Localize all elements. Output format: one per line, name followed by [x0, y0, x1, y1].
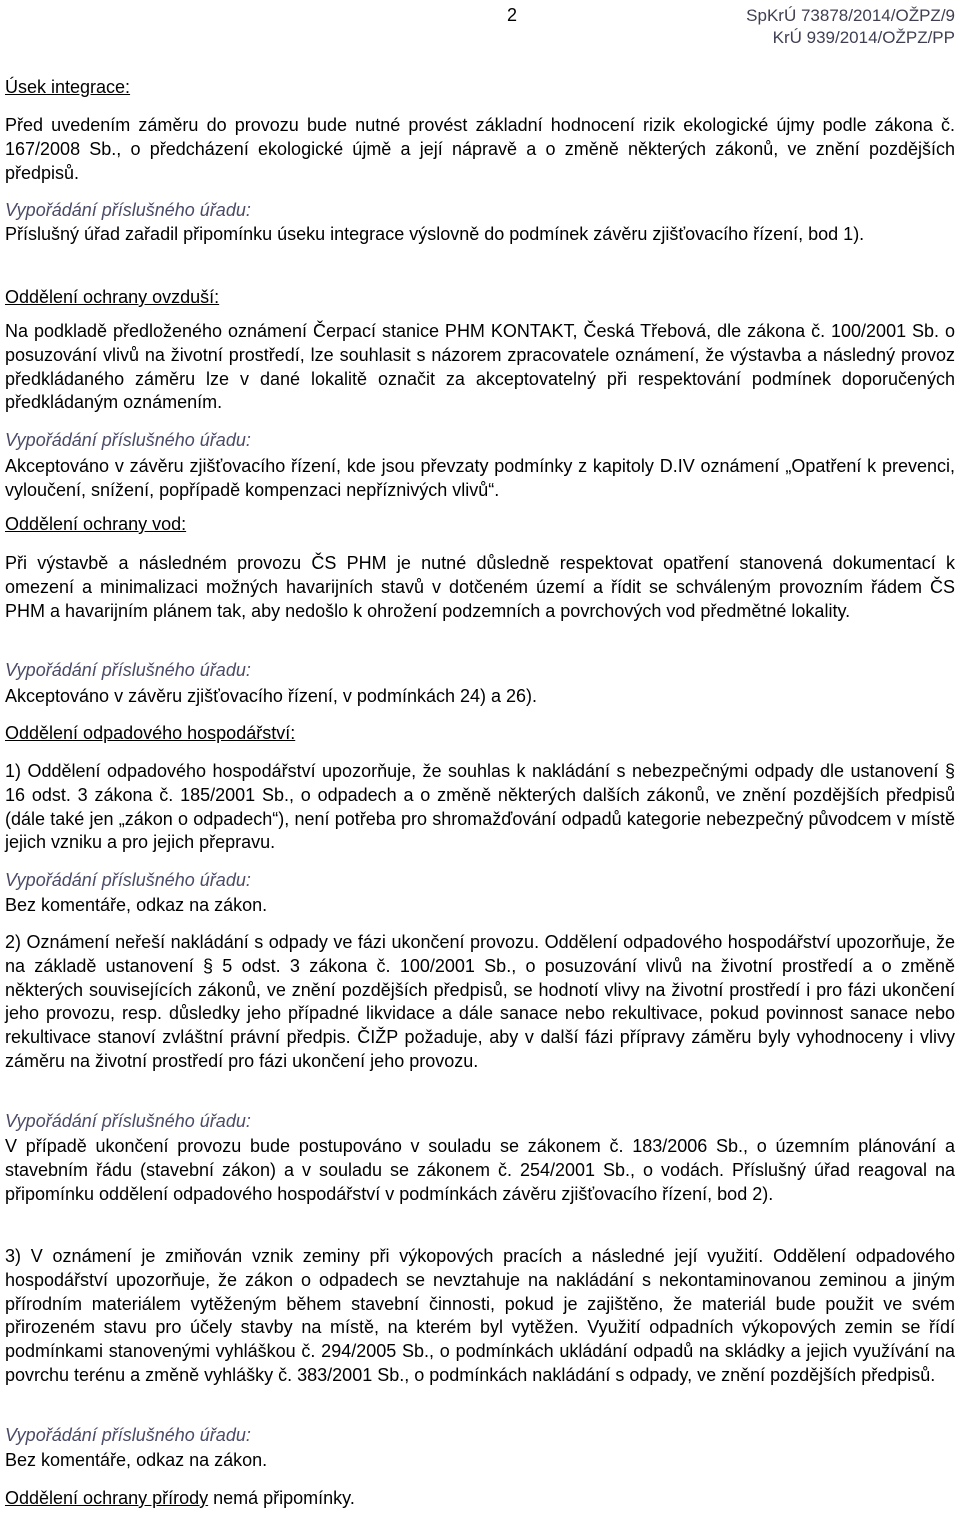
- nature-line: [5, 1487, 955, 1511]
- reference-line-2: KrÚ 939/2014/OŽPZ/PP: [772, 28, 955, 47]
- air-response-label: Vypořádání příslušného úřadu:: [5, 430, 251, 450]
- waste-item-3-response-label: Vypořádání příslušného úřadu:: [5, 1425, 251, 1445]
- section-heading-waste: Oddělení odpadového hospodářství:: [5, 723, 296, 743]
- reference-line-1: SpKrÚ 73878/2014/OŽPZ/9: [746, 6, 955, 25]
- water-text: Při výstavbě a následném provozu ČS PHM je nutné důsledně respektovat opatření stanovená dokumentací k omezení a minimalizaci možných havarijních stavů v dotčeném území a řídit se schváleným provozním řádem ČS PHM a havarijním plánem tak, aby nedošlo k ohrožení podzemních a povrchových vod předmětné lokality.: [5, 553, 955, 621]
- waste-item-1-response: Bez komentáře, odkaz na zákon.: [5, 895, 268, 915]
- waste-item-2-response-label: Vypořádání příslušného úřadu:: [5, 1111, 251, 1131]
- waste-item-2: 2) Oznámení neřeší nakládání s odpady ve fázi ukončení provozu. Oddělení odpadového hospodářství upozorňuje, že na základě ustanovení § 5 odst. 3 zákona č. 100/2001 Sb., o posuzování vlivů na životní prostředí a o změně některých souvisejících zákonů, ve znění pozdějších předpisů, se hodnotí vlivy na životní prostředí i pro fázi ukončení jeho provozu, resp. důsledky jeho případné likvidace a dále sanace nebo rekultivace, pokud povinnost sanace nebo rekultivace stanoví zvláštní právní předpis. ČIŽP požaduje, aby v další fázi přípravy záměru byly vyhodnoceny i vlivy záměru na životní prostředí pro fázi ukončení jeho provozu.: [5, 932, 955, 1071]
- nature-text: nemá připomínky.: [208, 1488, 355, 1508]
- page-number: 2: [507, 5, 518, 25]
- air-response: Akceptováno v závěru zjišťovacího řízení, kde jsou převzaty podmínky z kapitoly D.IV oznámení „Opatření k prevenci, vyloučení, snížení, popřípadě kompenzaci nepříznivých vlivů“.: [5, 456, 955, 500]
- air-text: Na podkladě předloženého oznámení Čerpací stanice PHM KONTAKT, Česká Třebová, dle zákona č. 100/2001 Sb. o posuzování vlivů na životní prostředí, lze souhlasit s názorem zpracovatele oznámení, že výstavba a následný provoz předkládaného záměru lze v dané lokalitě označit za akceptovatelný při respektování podmínek doporučených předkládaným oznámením.: [5, 321, 955, 413]
- integration-response-label: Vypořádání příslušného úřadu:: [5, 200, 251, 220]
- reference-numbers: [746, 5, 955, 49]
- document-page: [5, 0, 955, 1508]
- waste-item-1-response-label: Vypořádání příslušného úřadu:: [5, 870, 251, 890]
- water-response: Akceptováno v závěru zjišťovacího řízení, v podmínkách 24) a 26).: [5, 686, 538, 706]
- integration-text: Před uvedením záměru do provozu bude nutné provést základní hodnocení rizik ekologické újmy podle zákona č. 167/2008 Sb., o předcházení ekologické újmě a její nápravě a o změně některých zákonů, ve znění pozdějších předpisů.: [5, 115, 955, 183]
- page-header: [5, 0, 955, 56]
- section-heading-air: Oddělení ochrany ovzduší:: [5, 287, 220, 307]
- waste-item-3: 3) V oznámení je zmiňován vznik zeminy při výkopových pracích a následné její využití. Oddělení odpadového hospodářství upozorňuje, že zákon o odpadech se nevztahuje na nakládání s nekontaminovanou zeminou a jiným přírodním materiálem vytěženým během stavební činnosti, pokud je zajištěno, že materiál bude použit ve svém přirozeném stavu pro účely stavby na místě, na kterém byl vytěžen. Využití odpadních výkopových zemin se řídí podmínkami stanovenými vyhláškou č. 294/2005 Sb., o podmínkách ukládání odpadů na skládky a jejich využívání na povrchu terénu a změně vyhlášky č. 383/2001 Sb., o podmínkách nakládání s odpady, ve znění pozdějších předpisů.: [5, 1246, 955, 1385]
- section-heading-water: Oddělení ochrany vod:: [5, 514, 187, 534]
- waste-item-1: 1) Oddělení odpadového hospodářství upozorňuje, že souhlas k nakládání s nebezpečnými odpady dle ustanovení § 16 odst. 3 zákona č. 185/2001 Sb., o odpadech a o změně některých dalších zákonů, ve znění pozdějších předpisů (dále také jen „zákon o odpadech“), není potřeba pro shromažďování odpadů kategorie nebezpečný původcem v místě jejich vzniku a pro jejich přepravu.: [5, 761, 955, 853]
- section-heading-integration: Úsek integrace:: [5, 77, 131, 97]
- section-heading-nature: Oddělení ochrany přírody: [5, 1488, 209, 1508]
- waste-item-2-response: V případě ukončení provozu bude postupováno v souladu se zákonem č. 183/2006 Sb., o územním plánování a stavebním řádu (stavební zákon) a v souladu se zákonem č. 254/2001 Sb., o vodách. Příslušný úřad reagoval na připomínku oddělení odpadového hospodářství v podmínkách závěru zjišťovacího řízení, bod 2).: [5, 1136, 955, 1204]
- waste-item-3-response: Bez komentáře, odkaz na zákon.: [5, 1450, 268, 1470]
- integration-response: Příslušný úřad zařadil připomínku úseku integrace výslovně do podmínek závěru zjišťovacího řízení, bod 1).: [5, 224, 865, 244]
- water-response-label: Vypořádání příslušného úřadu:: [5, 660, 251, 680]
